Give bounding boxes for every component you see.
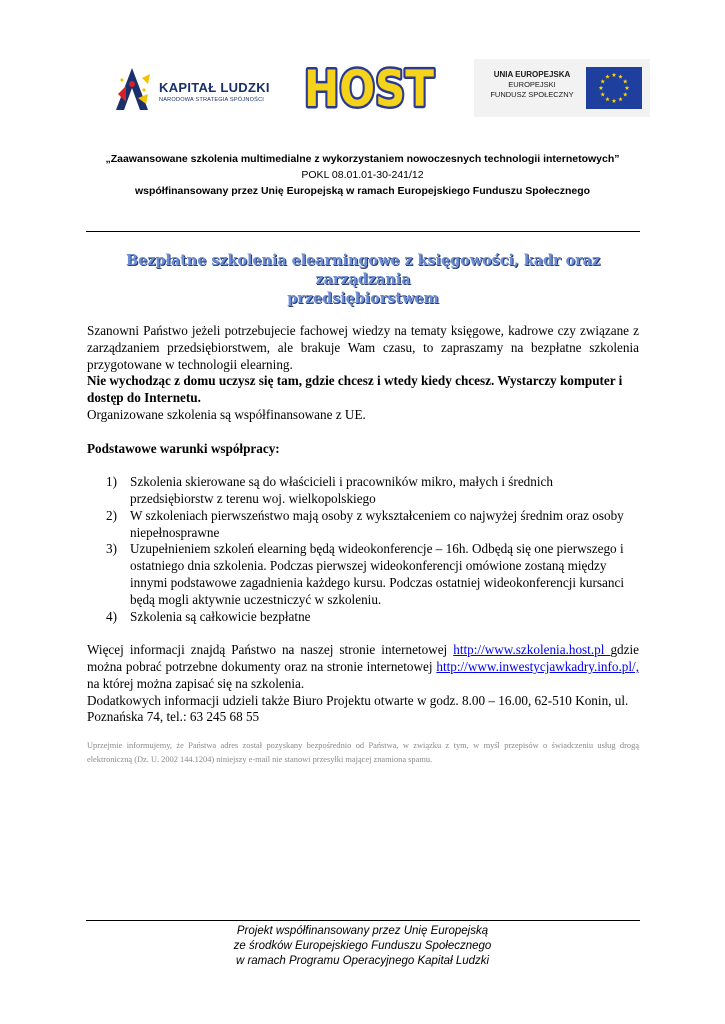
cofinanced-note: Organizowane szkolenia są współfinansowane z UE. bbox=[87, 406, 366, 422]
list-item bbox=[106, 608, 639, 626]
unia-europejska-line1: UNIA EUROPEJSKA bbox=[493, 70, 571, 79]
list-item-number: 3. 3) bbox=[106, 541, 117, 557]
project-name: „Zaawansowane szkolenia multimedialne z wykorzystaniem nowoczesnych technologii internetowych” bbox=[105, 153, 620, 165]
footer-line3: w ramach Programu Operacyjnego Kapitał Ludzki bbox=[235, 955, 490, 967]
conditions-heading: Podstawowe warunki współpracy: bbox=[87, 440, 280, 456]
unia-europejska-label bbox=[482, 69, 582, 100]
page-title-line2: przedsiębiorstwem bbox=[287, 290, 439, 307]
letter-body bbox=[87, 323, 639, 726]
more-info-text-mid: gdzie można pobrać potrzebne dokumenty oraz na stronie internetowej bbox=[87, 642, 639, 674]
kapital-ludzki-logo bbox=[112, 64, 282, 114]
list-item-number: 4. 4) bbox=[106, 608, 117, 624]
unia-europejska-logo bbox=[474, 59, 650, 117]
header-divider bbox=[86, 231, 640, 232]
footer-line2: ze środków Europejskiego Funduszu Społecznego bbox=[233, 940, 492, 952]
eu-flag-icon bbox=[586, 67, 642, 109]
page-title bbox=[90, 251, 636, 308]
kapital-ludzki-emblem-icon bbox=[112, 64, 156, 114]
list-item-number: 2. 2) bbox=[106, 507, 117, 523]
logo-bar bbox=[0, 56, 725, 122]
host-logo bbox=[300, 59, 438, 118]
list-item-number: 1. 1) bbox=[106, 474, 117, 490]
privacy-notice: Uprzejmie informujemy, że Państwa adres został pozyskany bezpośrednio od Państwa, w związku z tym, w myśl przepisów o świadczeniu usług drogą elektroniczną (Dz. U. 2002 144.1204) niniejszy e-mail nie stanowi przesyłki mającej znamiona spamu. bbox=[87, 741, 639, 764]
project-header bbox=[0, 151, 725, 199]
host-logo-text: HOST bbox=[304, 60, 434, 118]
project-cofinanced: współfinansowany przez Unię Europejską w ramach Europejskiego Funduszu Społecznego bbox=[134, 185, 591, 197]
unia-europejska-line2: EUROPEJSKI bbox=[508, 80, 556, 89]
list-item-text: Szkolenia skierowane są do właścicieli i pracowników mikro, małych i średnich przedsiębiorstw z terenu woj. wielkopolskiego bbox=[130, 474, 553, 506]
intro-paragraph: Szanowni Państwo jeżeli potrzebujecie fachowej wiedzy na tematy księgowe, kadrowe czy związane z zarządzaniem przedsiębiorstwem, ale brakuje Wam czasu, to zapraszamy na bezpłatne szkolenia przygotowane w technologii elearning. bbox=[87, 323, 639, 372]
list-item-text: Uzupełnieniem szkoleń elearning będą wideokonferencje – 16h. Odbędą się one pierwszego i ostatniego dnia szkolenia. Podczas pierwszej wideokonferencji omówione zostaną między innymi podstawowe zagadnienia każdego kursu. Podczas ostatniej wideokonferencji kursanci będą mogli aktywnie uczestniczyć w szkoleniu. bbox=[130, 541, 625, 607]
list-item bbox=[106, 507, 639, 542]
contact-paragraph: Dodatkowych informacji udzieli także Biuro Projektu otwarte w godz. 8.00 – 16.00, 62-510 Konin, ul. Poznańska 74, tel.: 63 245 68 55 bbox=[87, 692, 629, 725]
szkolenia-host-link[interactable]: http://www.szkolenia.host.pl bbox=[453, 642, 611, 658]
more-info-text-post: na której można zapisać się na szkolenia. bbox=[87, 675, 305, 691]
page-title-line1: Bezpłatne szkolenia elearningowe z księgowości, kadr oraz zarządzania bbox=[125, 252, 601, 288]
unia-europejska-line3: FUNDUSZ SPOŁECZNY bbox=[490, 90, 574, 99]
kapital-ludzki-title: KAPITAŁ LUDZKI bbox=[159, 80, 270, 95]
list-item bbox=[106, 541, 639, 608]
conditions-list bbox=[87, 474, 639, 625]
list-item-text: W szkoleniach pierwszeństwo mają osoby z wykształceniem co najwyżej średnim oraz osoby niepełnosprawne bbox=[130, 507, 624, 540]
list-item bbox=[106, 474, 639, 508]
more-info-text: Więcej informacji znajdą Państwo na naszej stronie internetowej bbox=[87, 642, 454, 658]
list-item-text: Szkolenia są całkowicie bezpłatne bbox=[130, 608, 311, 624]
footer-line1: Projekt współfinansowany przez Unię Europejską bbox=[236, 925, 489, 937]
project-code: POKL 08.01.01-30-241/12 bbox=[301, 169, 424, 181]
kapital-ludzki-subtitle: NARODOWA STRATEGIA SPÓJNOŚCI bbox=[159, 97, 265, 103]
highlight-paragraph: Nie wychodząc z domu uczysz się tam, gdzie chcesz i wtedy kiedy chcesz. Wystarczy komputer i dostęp do Internetu. bbox=[87, 373, 623, 406]
footer-divider bbox=[86, 920, 640, 921]
more-info-paragraph bbox=[87, 642, 639, 692]
inwestycjawkadry-link[interactable]: http://www.inwestycjawkadry.info.pl/, bbox=[436, 658, 640, 674]
page-footer bbox=[0, 924, 725, 969]
